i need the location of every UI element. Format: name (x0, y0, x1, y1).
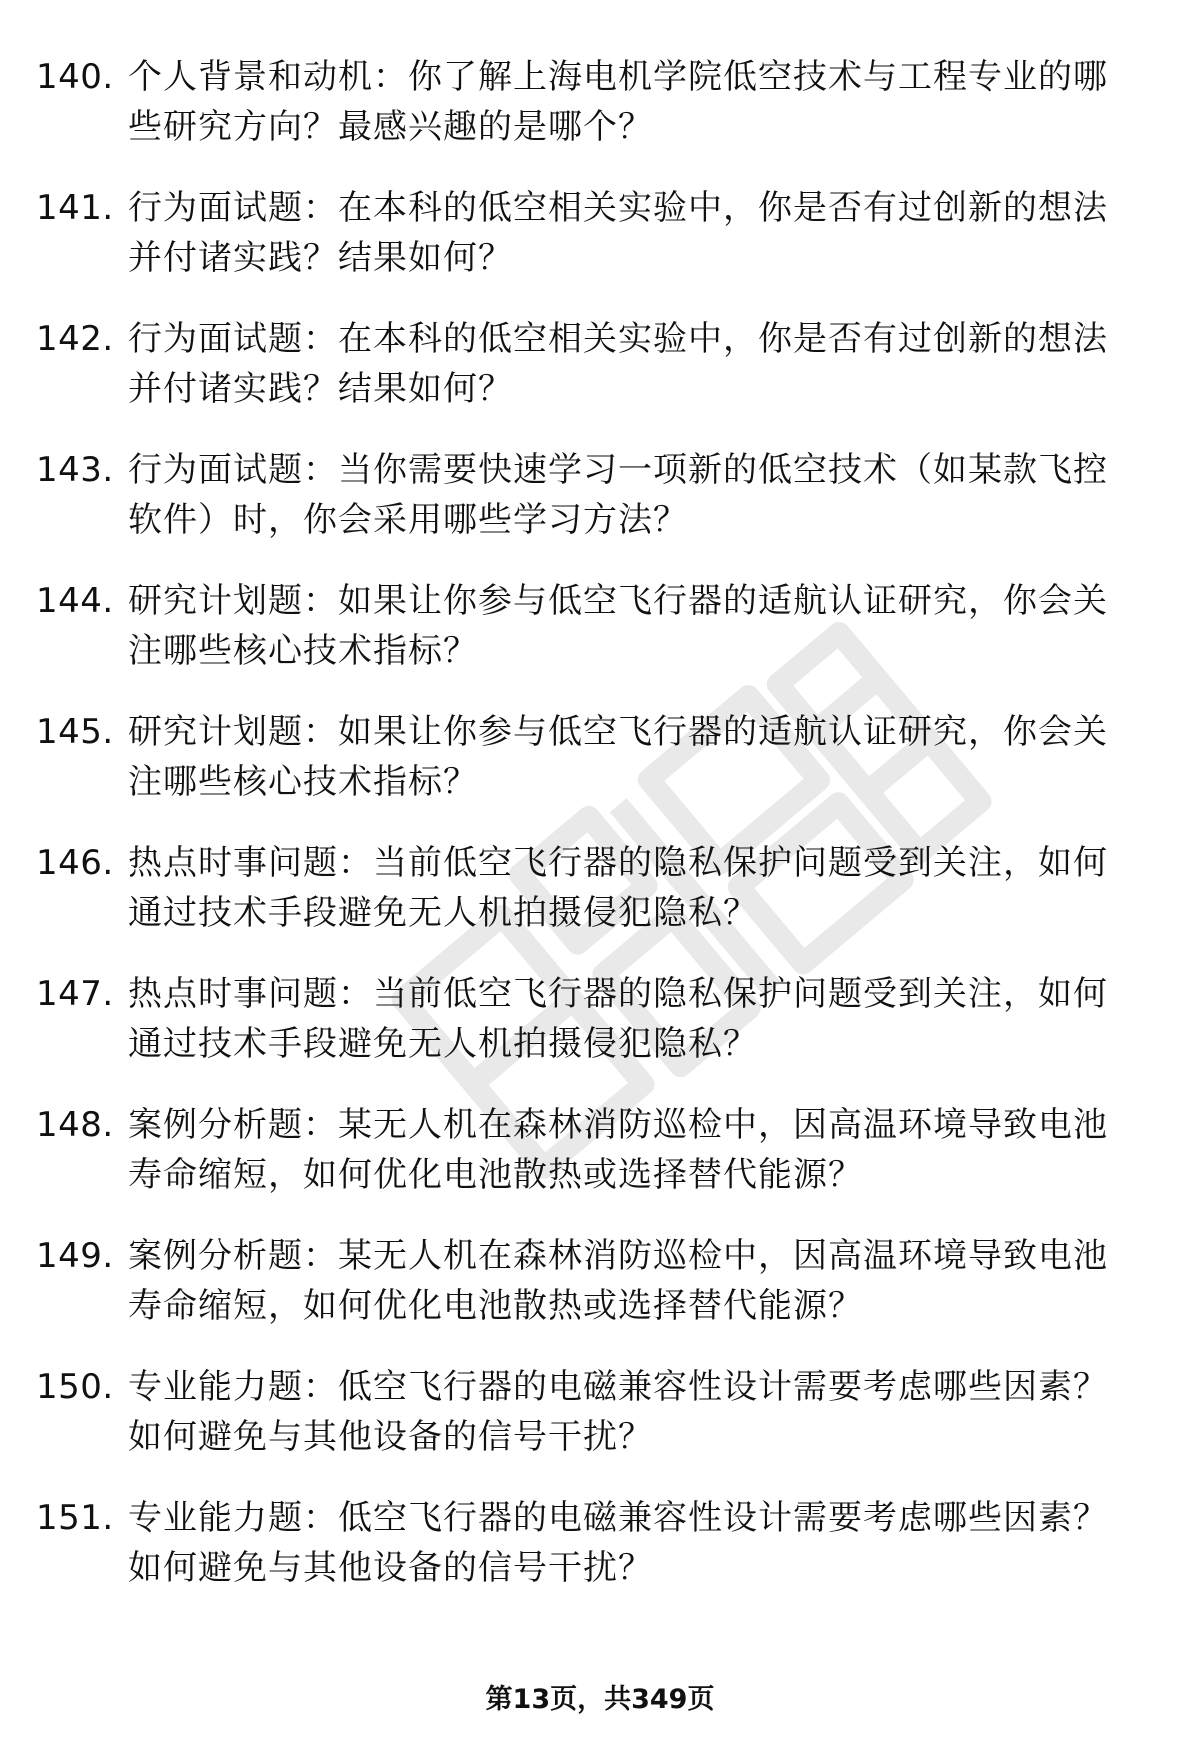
question-text: 个人背景和动机：你了解上海电机学院低空技术与工程专业的哪些研究方向？最感兴趣的是哪个？ (128, 57, 1108, 147)
question-number: 148. (36, 1105, 114, 1145)
question-item (0, 52, 1200, 183)
question-text: 热点时事问题：当前低空飞行器的隐私保护问题受到关注，如何通过技术手段避免无人机拍摄侵犯隐私？ (128, 974, 1108, 1064)
question-item (0, 445, 1200, 576)
question-text: 热点时事问题：当前低空飞行器的隐私保护问题受到关注，如何通过技术手段避免无人机拍摄侵犯隐私？ (128, 843, 1108, 933)
question-number: 143. (36, 450, 114, 490)
question-item (0, 183, 1200, 314)
question-item (0, 1362, 1200, 1493)
question-text: 专业能力题：低空飞行器的电磁兼容性设计需要考虑哪些因素？如何避免与其他设备的信号干扰？ (128, 1367, 1108, 1457)
question-text: 研究计划题：如果让你参与低空飞行器的适航认证研究，你会关注哪些核心技术指标？ (128, 712, 1108, 802)
question-item (0, 969, 1200, 1100)
question-text: 行为面试题：当你需要快速学习一项新的低空技术（如某款飞控软件）时，你会采用哪些学习方法？ (128, 450, 1108, 540)
question-number: 141. (36, 188, 114, 228)
question-number: 149. (36, 1236, 114, 1276)
question-number: 146. (36, 843, 114, 883)
question-item (0, 838, 1200, 969)
question-text: 行为面试题：在本科的低空相关实验中，你是否有过创新的想法并付诸实践？结果如何？ (128, 319, 1108, 409)
question-text: 行为面试题：在本科的低空相关实验中，你是否有过创新的想法并付诸实践？结果如何？ (128, 188, 1108, 278)
question-text: 案例分析题：某无人机在森林消防巡检中，因高温环境导致电池寿命缩短，如何优化电池散热或选择替代能源？ (128, 1105, 1108, 1195)
page-footer (0, 1680, 1200, 1720)
question-number: 142. (36, 319, 114, 359)
question-text: 专业能力题：低空飞行器的电磁兼容性设计需要考虑哪些因素？如何避免与其他设备的信号干扰？ (128, 1498, 1108, 1588)
question-list (0, 52, 1200, 1624)
question-number: 145. (36, 712, 114, 752)
question-number: 147. (36, 974, 114, 1014)
question-number: 144. (36, 581, 114, 621)
question-number: 140. (36, 57, 114, 97)
page-number-label: 第13页，共349页 (485, 1684, 715, 1715)
question-item (0, 1100, 1200, 1231)
question-text: 案例分析题：某无人机在森林消防巡检中，因高温环境导致电池寿命缩短，如何优化电池散热或选择替代能源？ (128, 1236, 1108, 1326)
question-item (0, 314, 1200, 445)
question-item (0, 1231, 1200, 1362)
question-number: 151. (36, 1498, 114, 1538)
question-number: 150. (36, 1367, 114, 1407)
question-item (0, 707, 1200, 838)
question-item (0, 576, 1200, 707)
question-text: 研究计划题：如果让你参与低空飞行器的适航认证研究，你会关注哪些核心技术指标？ (128, 581, 1108, 671)
question-item (0, 1493, 1200, 1624)
